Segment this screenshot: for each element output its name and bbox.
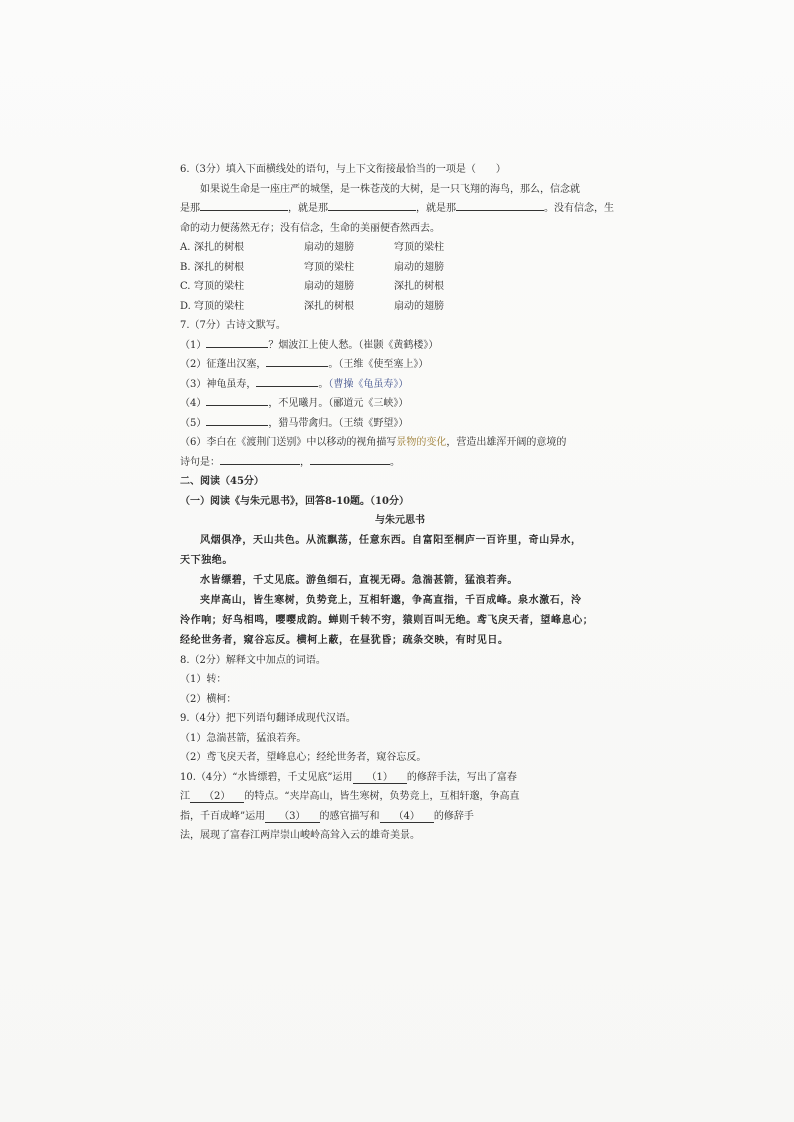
option-text: 深扎的树根: [194, 242, 244, 253]
text-fragment: 景物的变化: [396, 437, 447, 448]
q8-item-2: （2）横柯：: [180, 693, 237, 705]
option-label: C.: [180, 281, 191, 292]
classical-passage: [180, 531, 620, 651]
text-fragment: （4）: [180, 398, 207, 409]
q6-passage-line1: 如果说生命是一座庄严的城堡，是一株苍茂的大树，是一只飞翔的海鸟，那么，信念就: [200, 183, 580, 195]
q10-line1: [180, 768, 620, 788]
answer-blank[interactable]: [456, 199, 544, 211]
option-text: 扇动的翅膀: [394, 261, 444, 273]
option-label: A.: [180, 242, 191, 253]
q10-line3: [180, 807, 620, 827]
q8-item-1: （1）转：: [180, 674, 227, 685]
text-fragment: （1）: [180, 339, 207, 351]
answer-blank[interactable]: [380, 811, 434, 823]
option-text: 深扎的树根: [394, 281, 444, 292]
q7-item-1: [180, 336, 620, 356]
option-label: B.: [180, 261, 191, 273]
passage-title: 与朱元思书: [375, 515, 425, 526]
answer-blank[interactable]: [190, 791, 244, 803]
q7-item-4: [180, 394, 620, 414]
q6-passage-line2: [180, 199, 620, 219]
q6-option-a: [180, 238, 620, 258]
text-fragment: 。: [390, 456, 400, 468]
q7-item-6: [180, 433, 620, 453]
option-text: 扇动的翅膀: [304, 242, 354, 253]
text-fragment: （3）神龟虽寿，: [180, 378, 257, 390]
passage-p2-line1: 水皆缥碧，千丈见底。游鱼细石，直视无碍。急湍甚箭，猛浪若奔。: [200, 574, 518, 586]
option-text: 深扎的树根: [304, 300, 354, 312]
q9-item-1: （1）急湍甚箭，猛浪若奔。: [180, 732, 307, 744]
blank-number: （1）: [366, 771, 393, 783]
q6-stem: 6.（3分）填入下面横线处的语句，与上下文衔接最恰当的一项是（ ）: [180, 164, 506, 175]
text-fragment: 江: [180, 791, 190, 802]
text-fragment: 的特点。“夹岸高山，皆生寒树，负势竞上，互相轩邈，争高直: [244, 791, 520, 802]
passage-p3-line1: 夹岸高山，皆生寒树，负势竞上，互相轩邈，争高直指，千百成峰。泉水激石，泠: [200, 594, 582, 606]
q6-option-d: [180, 297, 620, 317]
answer-blank[interactable]: [206, 394, 268, 406]
text-fragment: ，就是那: [288, 203, 328, 214]
q10-line2: [180, 787, 620, 807]
q9-stem: 9.（4分）把下列语句翻译成现代汉语。: [180, 713, 356, 724]
blank-number: （3）: [279, 810, 306, 822]
text-fragment: ，猎马带禽归。（王绩《野望》）: [268, 417, 409, 429]
passage-p3-line2: 泠作响；好鸟相鸣，嘤嘤成韵。蝉则千转不穷，猿则百叫无绝。鸢飞戾天者，望峰息心；: [180, 614, 594, 626]
text-fragment: ，营造出雄浑开阔的意境的: [446, 437, 567, 448]
answer-blank[interactable]: [310, 453, 390, 465]
text-fragment: 是那: [180, 203, 200, 214]
text-fragment: ，不见曦月。（郦道元《三峡》）: [268, 398, 409, 409]
q9-item-2: （2）鸢飞戾天者，望峰息心；经纶世务者，窥谷忘反。: [180, 752, 427, 763]
answer-blank[interactable]: [266, 355, 328, 367]
text-fragment: 。（王维《使至塞上》）: [328, 359, 429, 370]
q7-item-3: [180, 375, 620, 395]
option-text: 扇动的翅膀: [394, 300, 444, 312]
text-fragment: ，就是那: [416, 203, 456, 214]
option-text: 扇动的翅膀: [304, 281, 354, 292]
part-1-heading: （一）阅读《与朱元思书》，回答8-10题。（10分）: [180, 495, 409, 507]
text-fragment: （2）征蓬出汉塞，: [180, 359, 267, 370]
answer-blank[interactable]: [256, 375, 318, 387]
blank-number: （4）: [393, 810, 420, 822]
answer-blank[interactable]: [328, 199, 416, 211]
option-label: D.: [180, 300, 191, 312]
option-text: 穹顶的梁柱: [394, 242, 444, 253]
answer-blank[interactable]: [200, 199, 288, 211]
passage-p1-line1: 风烟俱净，天山共色。从流飘荡，任意东西。自富阳至桐庐一百许里，奇山异水，: [200, 534, 582, 546]
text-fragment: （曹操《龟虽寿》）: [328, 378, 409, 390]
text-fragment: 。没有信念，生: [544, 203, 614, 214]
text-fragment: 10.（4分）“水皆缥碧，千丈见底”运用: [180, 771, 353, 783]
option-text: 穹顶的梁柱: [304, 261, 354, 273]
q7-stem: 7.（7分）古诗文默写。: [180, 320, 286, 331]
text-fragment: 的感官描写和: [319, 810, 380, 822]
answer-blank[interactable]: [220, 453, 300, 465]
answer-blank[interactable]: [206, 336, 268, 348]
q7-item-6-line2: [180, 453, 620, 473]
q6-passage-line3: 命的动力便荡然无存；没有信念，生命的美丽便杳然西去。: [180, 222, 440, 234]
text-fragment: （6）李白在《渡荆门送别》中以移动的视角描写: [180, 437, 397, 448]
answer-blank[interactable]: [353, 772, 407, 784]
q10-line4: 法，展现了富春江两岸崇山峻岭高耸入云的雄奇美景。: [180, 830, 420, 841]
q7-item-2: [180, 355, 620, 375]
passage-p3-line3: 经纶世务者，窥谷忘反。横柯上蔽，在昼犹昏；疏条交映，有时见日。: [180, 634, 509, 646]
text-fragment: 。: [318, 378, 329, 390]
option-text: 穹顶的梁柱: [194, 281, 244, 292]
q7-item-5: [180, 414, 620, 434]
option-text: 深扎的树根: [194, 261, 244, 273]
q6-option-b: [180, 258, 620, 278]
text-fragment: ？烟波江上使人愁。（崔颢《黄鹤楼》）: [268, 339, 439, 351]
text-fragment: 的修辞手法，写出了富春: [406, 771, 517, 783]
q8-stem: 8.（2分）解释文中加点的词语。: [180, 654, 326, 666]
answer-blank[interactable]: [206, 414, 268, 426]
text-fragment: 诗句是：: [180, 456, 220, 468]
text-fragment: （5）: [180, 417, 207, 429]
exam-content: [180, 160, 620, 846]
answer-blank[interactable]: [265, 811, 319, 823]
section-2-heading: 二、阅读（45分）: [180, 476, 264, 487]
text-fragment: 的修辞手: [433, 810, 474, 822]
text-fragment: ，: [300, 456, 310, 468]
option-text: 穹顶的梁柱: [194, 300, 244, 312]
text-fragment: 指，千百成峰”运用: [180, 810, 266, 822]
blank-number: （2）: [204, 791, 231, 802]
q6-option-c: [180, 277, 620, 297]
passage-p1-line2: 天下独绝。: [180, 554, 233, 566]
